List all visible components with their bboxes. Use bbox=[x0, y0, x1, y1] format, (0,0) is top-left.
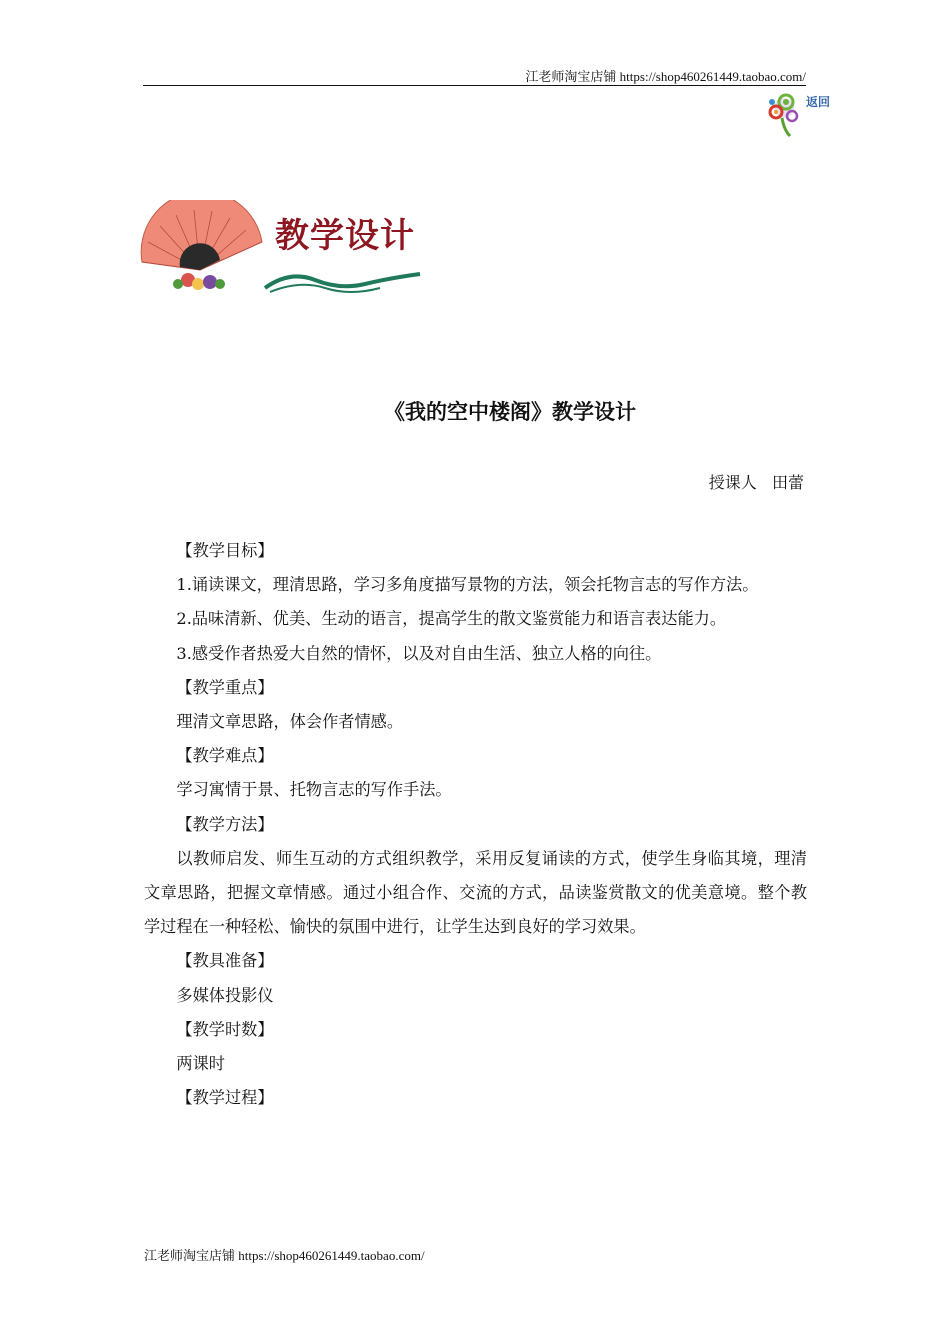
header-store-link[interactable]: 江老师淘宝店铺 https://shop460261449.taobao.com/ bbox=[525, 69, 806, 84]
section-heading: 【教学目标】 bbox=[176, 541, 274, 560]
footer-store-link[interactable]: 江老师淘宝店铺 https://shop460261449.taobao.com/ bbox=[144, 1248, 425, 1263]
header-divider bbox=[143, 85, 806, 86]
section-heading: 【教学时数】 bbox=[176, 1019, 274, 1039]
section-heading: 【教学难点】 bbox=[176, 746, 274, 766]
banner-title: 教学设计 bbox=[275, 216, 415, 256]
paragraph: 以教师启发、师生互动的方式组织教学，采用反复诵读的方式，使学生身临其境，理清文章思路，把握文章情感。通过小组合作、交流的方式，品读鉴赏散文的优美意境。整个教学过程在一种轻松、愉快的氛围中进行，让学生达到良好的学习效果。 bbox=[144, 848, 807, 937]
paragraph: 2.品味清新、优美、生动的语言，提高学生的散文鉴赏能力和语言表达能力。 bbox=[176, 609, 727, 629]
section-heading: 【教具准备】 bbox=[176, 951, 274, 971]
paragraph: 学习寓情于景、托物言志的写作手法。 bbox=[176, 780, 452, 800]
section-heading: 【教学重点】 bbox=[176, 677, 274, 697]
document-body bbox=[144, 534, 807, 1115]
section-heading: 【教学过程】 bbox=[176, 1088, 274, 1108]
document-title: 《我的空中楼阁》教学设计 bbox=[384, 399, 636, 424]
paragraph: 理清文章思路，体会作者情感。 bbox=[176, 712, 404, 732]
paragraph: 1.诵读课文，理清思路，学习多角度描写景物的方法，领会托物言志的写作方法。 bbox=[176, 575, 759, 595]
section-heading: 【教学方法】 bbox=[176, 814, 274, 834]
return-label[interactable]: 返回 bbox=[806, 95, 831, 109]
author-line: 授课人 田蕾 bbox=[708, 473, 804, 492]
paragraph: 多媒体投影仪 bbox=[176, 985, 274, 1005]
paragraph: 3.感受作者热爱大自然的情怀，以及对自由生活、独立人格的向往。 bbox=[176, 643, 662, 663]
paragraph: 两课时 bbox=[176, 1054, 225, 1074]
